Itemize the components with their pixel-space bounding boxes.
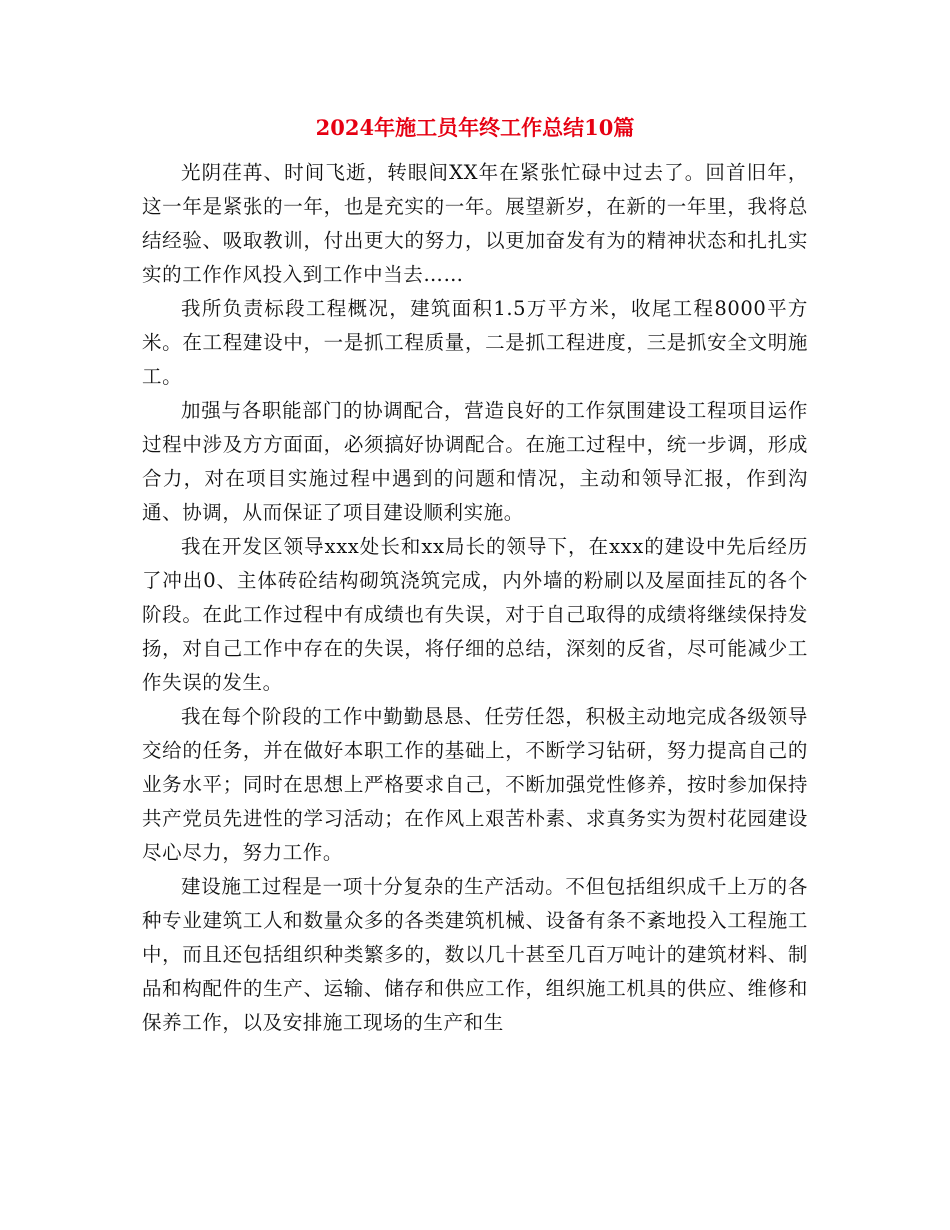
paragraph: 我在开发区领导xxx处长和xx局长的领导下，在xxx的建设中先后经历了冲出0、主体砖砼结构砌筑浇筑完成，内外墙的粉刷以及屋面挂瓦的各个阶段。在此工作过程中有成绩也有失误，对于自己取得的成绩将继续保持发扬，对自己工作中存在的失误，将仔细的总结，深刻的反省，尽可能减少工作失误的发生。 xyxy=(142,535,808,694)
paragraph: 加强与各职能部门的协调配合，营造良好的工作氛围建设工程项目运作过程中涉及方方面面，必须搞好协调配合。在施工过程中，统一步调，形成合力，对在项目实施过程中遇到的问题和情况，主动和领导汇报，作到沟通、协调，从而保证了项目建设顺利实施。 xyxy=(142,399,808,524)
document-title: 2024年施工员年终工作总结10篇 xyxy=(315,115,635,140)
paragraph: 光阴荏苒、时间飞逝，转眼间XX年在紧张忙碌中过去了。回首旧年，这一年是紧张的一年，也是充实的一年。展望新岁，在新的一年里，我将总结经验、吸取教训，付出更大的努力，以更加奋发有为的精神状态和扎扎实实的工作作风投入到工作中当去…… xyxy=(142,161,808,286)
paragraph: 我在每个阶段的工作中勤勤恳恳、任劳任怨，积极主动地完成各级领导交给的任务，并在做好本职工作的基础上，不断学习钻研，努力提高自己的业务水平；同时在思想上严格要求自己，不断加强党性修养，按时参加保持共产党员先进性的学习活动；在作风上艰苦朴素、求真务实为贺村花园建设尽心尽力，努力工作。 xyxy=(142,705,808,864)
document-body xyxy=(142,156,808,1040)
paragraph: 建设施工过程是一项十分复杂的生产活动。不但包括组织成千上万的各种专业建筑工人和数量众多的各类建筑机械、设备有条不紊地投入工程施工中，而且还包括组织种类繁多的，数以几十甚至几百万吨计的建筑材料、制品和构配件的生产、运输、储存和供应工作，组织施工机具的供应、维修和保养工作，以及安排施工现场的生产和生 xyxy=(142,875,808,1034)
paragraph: 我所负责标段工程概况，建筑面积1.5万平方米，收尾工程8000平方米。在工程建设中，一是抓工程质量，二是抓工程进度，三是抓安全文明施工。 xyxy=(142,297,809,388)
